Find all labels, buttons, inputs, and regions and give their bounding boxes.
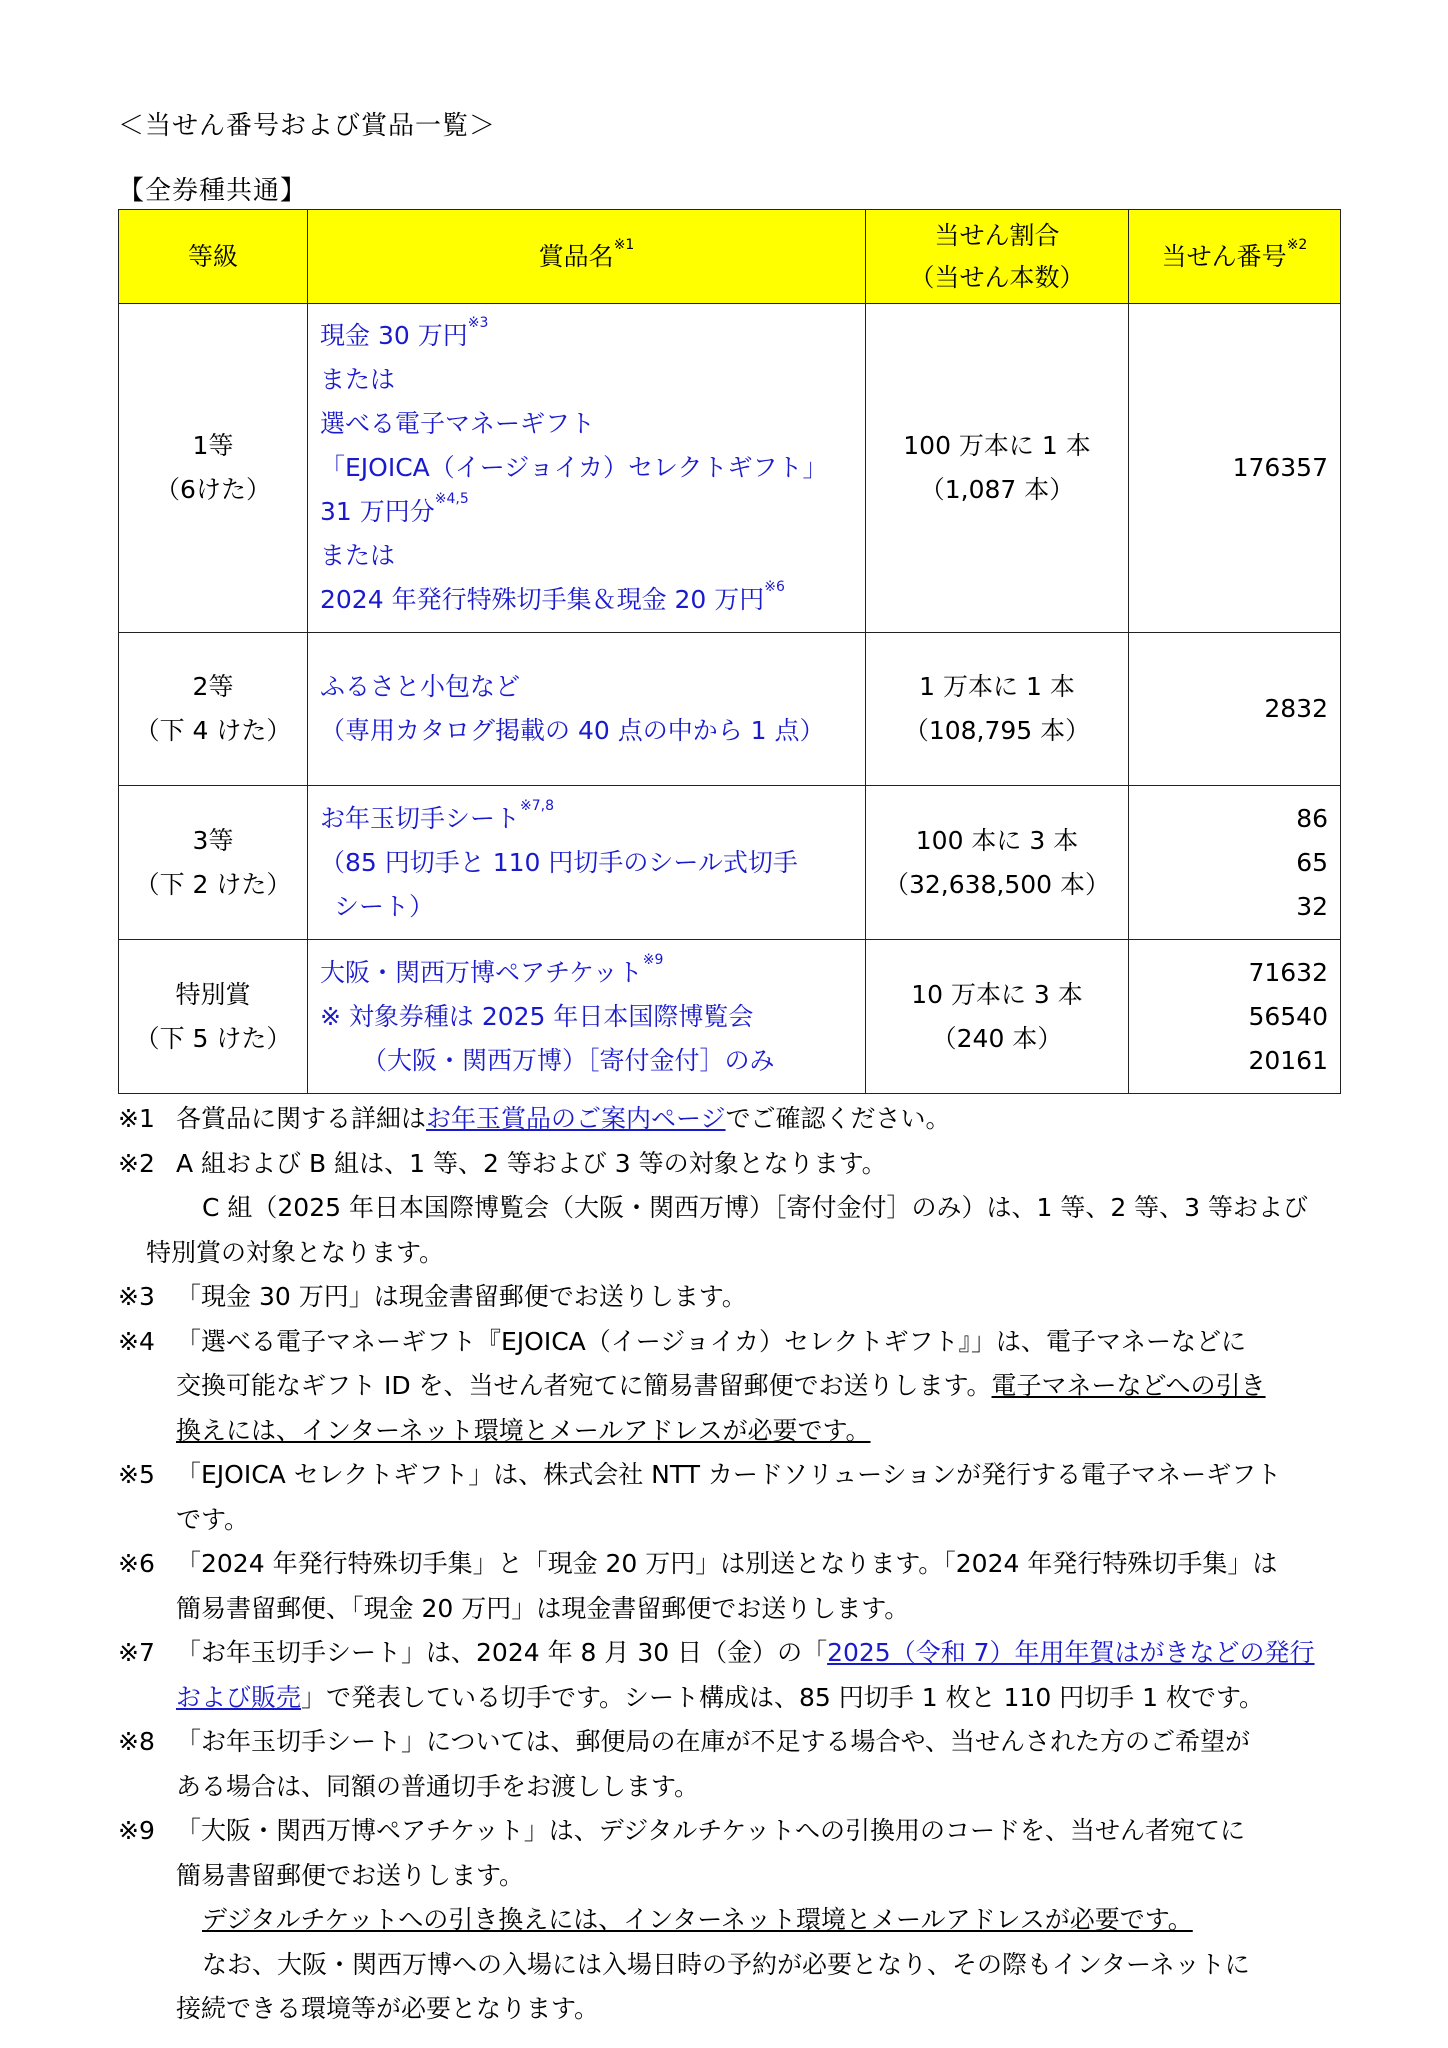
underlined-text: 電子マネーなどへの引き (991, 1371, 1266, 1400)
footnote-text: および販売」で発表している切手です。シート構成は、85 円切手 1 枚と 110 円切手 1 枚です。 (176, 1682, 1264, 1712)
winner-count: （1,087 本） (919, 475, 1075, 504)
ratio-cell (866, 786, 1129, 940)
prize-line: または (320, 365, 396, 394)
footnote-5 (118, 1453, 1358, 1498)
ratio-value: 100 本に 3 本 (915, 825, 1079, 855)
winner-count: （32,638,500 本） (883, 869, 1111, 899)
footnote-text: 「お年玉切手シート」については、郵便局の在庫が不足する場合や、当せんされた方のご希望が (176, 1727, 1251, 1756)
footnote-1 (118, 1097, 1358, 1142)
section-label: 【全券種共通】 (118, 176, 308, 206)
ratio-cell (866, 940, 1129, 1094)
footnote-9 (118, 1809, 1358, 1854)
ratio-value: 10 万本に 3 本 (911, 979, 1083, 1009)
header-count-label: （当せん本数） (909, 262, 1085, 292)
winning-number: 86 (1296, 803, 1328, 833)
footnote-text (118, 1409, 1358, 1454)
footnote-text: 接続できる環境等が必要となります。 (176, 1994, 600, 2023)
winning-number-cell (1129, 940, 1341, 1094)
footnote-ref: ※1 (613, 236, 635, 253)
footnote-mark: ※5 (118, 1460, 155, 1489)
grade-digits: （下 4 けた） (134, 716, 292, 745)
prize-cell (308, 786, 866, 940)
underlined-text: 換えには、インターネット環境とメールアドレスが必要です。 (176, 1415, 871, 1445)
header-prize-label: 賞品名 (538, 241, 614, 271)
prize-line: （大阪・関西万博）［寄付金付］のみ (362, 1045, 775, 1075)
prize-line: （専用カタログ掲載の 40 点の中から 1 点） (320, 716, 825, 745)
footnote-text: 各賞品に関する詳細はお年玉賞品のご案内ページでご確認ください。 (176, 1104, 951, 1133)
winning-number: 65 (1296, 847, 1328, 877)
footnote-8 (118, 1720, 1358, 1765)
winning-number: 20161 (1248, 1045, 1328, 1075)
nenga-release-link[interactable]: および販売 (176, 1682, 302, 1712)
winning-number: 71632 (1248, 957, 1328, 987)
table-row (119, 786, 1341, 940)
winning-number: 176357 (1232, 453, 1328, 482)
winner-count: （108,795 本） (903, 716, 1091, 745)
footnote-mark: ※3 (118, 1282, 155, 1311)
page-title: ＜当せん番号および賞品一覧＞ (118, 111, 497, 141)
prize-cell (308, 940, 866, 1094)
grade-digits: （6けた） (155, 475, 271, 504)
footnote-text: なお、大阪・関西万博への入場には入場日時の予約が必要となり、その際もインターネットに (202, 1949, 1250, 1979)
footnote-mark: ※1 (118, 1104, 155, 1133)
grade-cell (119, 633, 308, 786)
winning-number: 56540 (1248, 1001, 1328, 1031)
prize-line: 「EJOICA（イージョイカ）セレクトギフト」 (320, 453, 828, 482)
footnote-mark: ※8 (118, 1727, 155, 1756)
prize-info-link[interactable]: お年玉賞品のご案内ページ (426, 1104, 726, 1133)
header-number-label: 当せん番号 (1161, 241, 1287, 271)
footnote-text: 「お年玉切手シート」は、2024 年 8 月 30 日（金）の「2025（令和 7）年用年賀はがきなどの発行 (176, 1638, 1315, 1667)
footnote-text: 交換可能なギフト ID を、当せん者宛てに簡易書留郵便でお送りします。電子マネーなどへの引き (176, 1371, 1266, 1400)
footnote-mark: ※7 (118, 1638, 155, 1667)
ratio-value: 1 万本に 1 本 (919, 672, 1075, 701)
footnote-mark: ※9 (118, 1816, 155, 1845)
grade-label: 1等 (192, 431, 234, 460)
prize-line: お年玉切手シート$^{※7,8}$ (320, 797, 555, 833)
underlined-text: デジタルチケットへの引き換えには、インターネット環境とメールアドレスが必要です。 (202, 1905, 1193, 1934)
grade-label: 特別賞 (175, 979, 251, 1009)
footnote-6 (118, 1542, 1358, 1587)
nenga-release-link[interactable]: 2025（令和 7）年用年賀はがきなどの発行 (827, 1638, 1315, 1667)
ratio-value: 100 万本に 1 本 (903, 431, 1091, 460)
footnote-text: 「2024 年発行特殊切手集」と「現金 20 万円」は別送となります。「2024 年発行特殊切手集」は (176, 1549, 1278, 1578)
prize-line: 大阪・関西万博ペアチケット$^{※9}$ (320, 951, 664, 987)
winning-number-cell (1129, 304, 1341, 633)
grade-cell (119, 304, 308, 633)
ratio-cell (866, 633, 1129, 786)
footnote-text: 「選べる電子マネーギフト『EJOICA（イージョイカ）セレクトギフト』」は、電子マネーなどに (176, 1326, 1247, 1356)
grade-digits: （下 2 けた） (134, 869, 292, 899)
prize-line: ふるさと小包など (320, 672, 521, 701)
footnote-text: C 組（2025 年日本国際博覧会（大阪・関西万博）［寄付金付］のみ）は、1 等、2 等、3 等および (202, 1193, 1309, 1222)
footnote-text: 「大阪・関西万博ペアチケット」は、デジタルチケットへの引換用のコードを、当せん者宛てに (176, 1816, 1246, 1845)
grade-cell (119, 786, 308, 940)
prize-line: シート） (334, 891, 435, 921)
prize-line: ※ 対象券種は 2025 年日本国際博覧会 (320, 1001, 754, 1031)
footnote-text: 簡易書留郵便でお送りします。 (176, 1860, 525, 1890)
footnote-mark: ※2 (118, 1148, 155, 1178)
footnote-mark: ※4 (118, 1326, 155, 1356)
footnote-text: 特別賞の対象となります。 (146, 1237, 445, 1267)
prize-line: 選べる電子マネーギフト (320, 409, 596, 438)
prize-table (118, 209, 1341, 1094)
prize-cell (308, 633, 866, 786)
header-prize (308, 210, 866, 304)
header-ratio-label: 当せん割合 (934, 220, 1060, 250)
prize-line: 31 万円分$^{※4,5}$ (320, 491, 469, 526)
prize-line: 2024 年発行特殊切手集＆現金 20 万円$^{※6}$ (320, 579, 785, 614)
grade-digits: （下 5 けた） (134, 1023, 292, 1053)
footnote-text: A 組および B 組は、1 等、2 等および 3 等の対象となります。 (176, 1148, 887, 1178)
table-row (119, 940, 1341, 1094)
footnote-7 (118, 1631, 1358, 1676)
footnote-text: 「現金 30 万円」は現金書留郵便でお送りします。 (176, 1282, 747, 1311)
grade-label: 2等 (192, 672, 234, 701)
winning-number: 32 (1296, 891, 1328, 921)
footnote-ref: ※2 (1286, 236, 1308, 253)
winning-number: 2832 (1264, 694, 1328, 723)
header-number (1129, 210, 1341, 304)
footnote-text: 簡易書留郵便、「現金 20 万円」は現金書留郵便でお送りします。 (176, 1593, 910, 1623)
footnote-2 (118, 1142, 1358, 1187)
header-ratio (866, 210, 1129, 304)
footnotes (118, 1097, 1358, 2032)
prize-line: （85 円切手と 110 円切手のシール式切手 (320, 847, 798, 877)
table-header-row (119, 210, 1341, 304)
grade-label: 3等 (192, 825, 234, 855)
table-row (119, 633, 1341, 786)
footnote-mark: ※6 (118, 1549, 155, 1578)
footnote-text: 「EJOICA セレクトギフト」は、株式会社 NTT カードソリューションが発行する電子マネーギフト (176, 1460, 1282, 1489)
footnote-text: ある場合は、同額の普通切手をお渡しします。 (176, 1771, 700, 1801)
winning-number-cell (1129, 786, 1341, 940)
prize-line: または (320, 541, 396, 570)
prize-cell (308, 304, 866, 633)
ratio-cell (866, 304, 1129, 633)
winning-number-cell (1129, 633, 1341, 786)
footnote-3 (118, 1275, 1358, 1320)
winner-count: （240 本） (931, 1023, 1063, 1053)
grade-cell (119, 940, 308, 1094)
prize-line: 現金 30 万円$^{※3}$ (320, 315, 489, 350)
footnote-text: です。 (176, 1504, 250, 1534)
footnote-4 (118, 1320, 1358, 1365)
table-row (119, 304, 1341, 633)
footnote-text (118, 1898, 1358, 1943)
header-grade: 等級 (119, 210, 308, 304)
